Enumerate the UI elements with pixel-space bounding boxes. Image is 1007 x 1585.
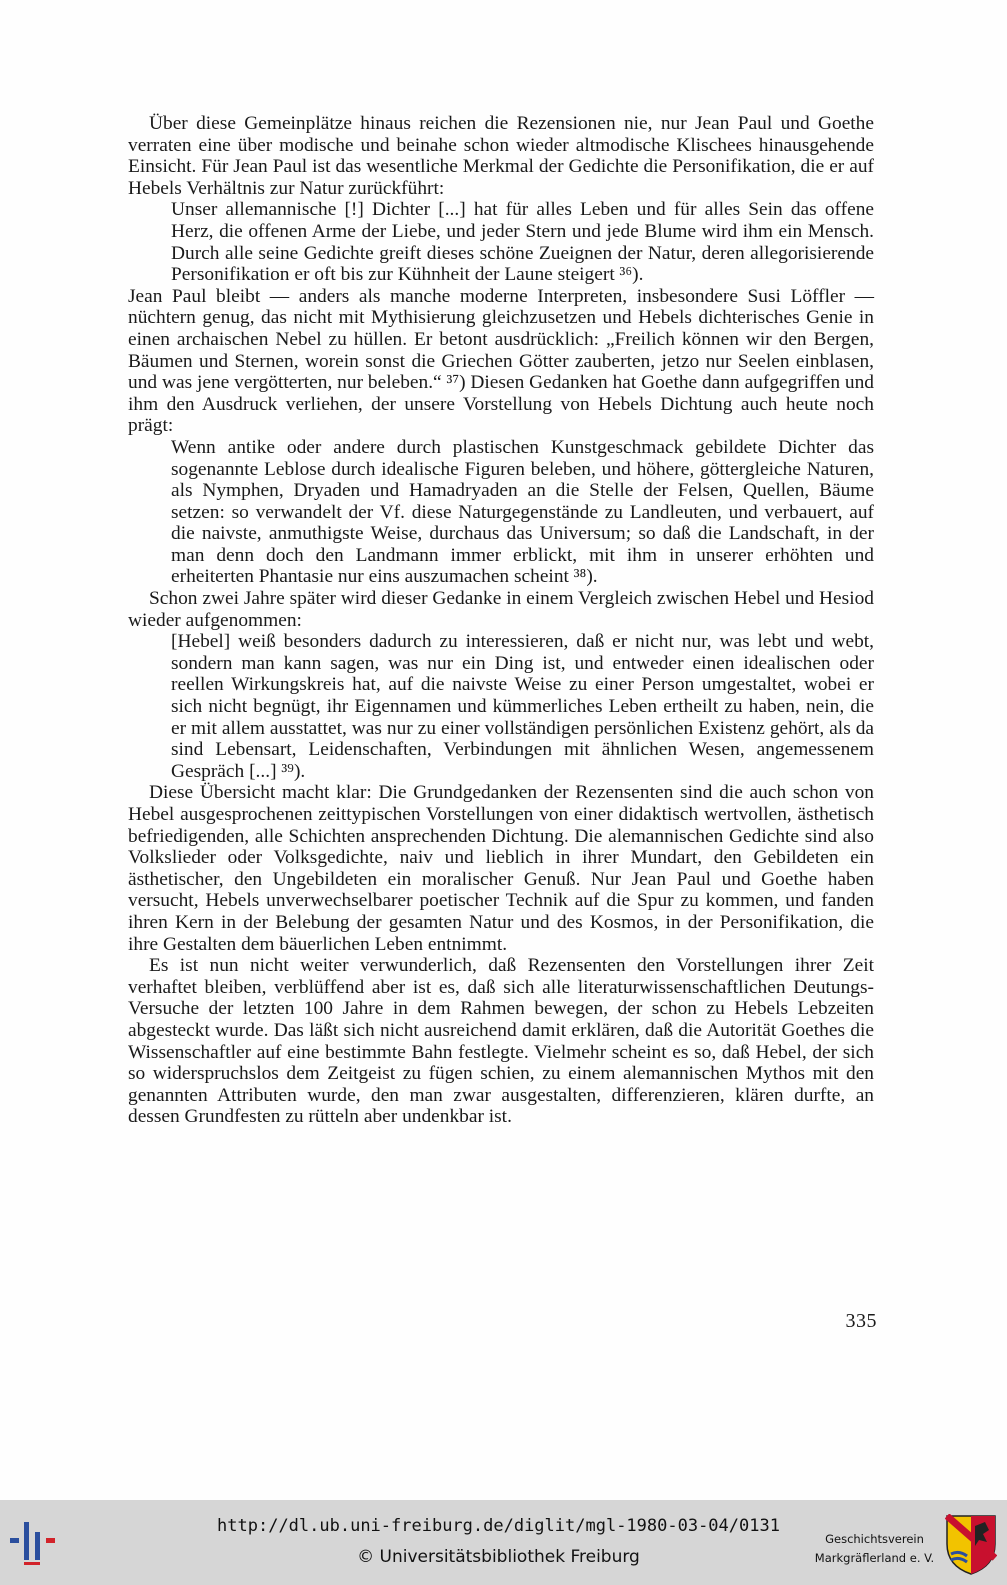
paragraph-3: Schon zwei Jahre später wird dieser Gedanke in einem Vergleich zwischen Hebel und Hesiod wieder aufgenommen: bbox=[128, 588, 874, 631]
block-quote-3: [Hebel] weiß besonders dadurch zu interessieren, daß er nicht nur, was lebt und webt, sondern man kann sagen, was nur ein Ding ist, und entweder einen idealischen oder reellen Wirkungskreis hat, auf die naivste Weise zu einer Person umgestaltet, wobei er sich nicht begnügt, ihr Eigennamen und kümmerliches Leben ertheilt zu haben, nein, die er mit allem ausstattet, was nur zu einer vollständigen persönlichen Existenz gehört, als da sind Lebensart, Leidenschaften, Verbindungen mit ähnlichen Wesen, angemessenem Gespräch [...] ³⁹). bbox=[171, 631, 874, 782]
organization-name bbox=[812, 1530, 937, 1568]
paragraph-4: Diese Übersicht macht klar: Die Grundgedanken der Rezensenten sind die auch schon von Hebel ausgesprochenen zeittypischen Vorstellungen von einer didaktisch wertvollen, ästhetisch befriedigenden, alle Schichten ansprechenden Dichtung. Die alemannischen Gedichte sind also Volkslieder oder Volksgedichte, naiv und lieblich in ihrer Mundart, den Gebildeten ein ästhetischer, den Ungebildeten ein moralischer Genuß. Nur Jean Paul und Goethe haben versucht, Hebels unverwechselbarer poetischer Technik auf die Spur zu kommen, und fanden ihren Kern in der Belebung der gesamten Natur und des Kosmos, in der Personifikation, die ihre Gestalten dem bäuerlichen Leben entnimmt. bbox=[128, 782, 874, 955]
footer-bar bbox=[0, 1500, 1007, 1585]
permalink-url[interactable]: http://dl.ub.uni-freiburg.de/diglit/mgl-1980-03-04/0131 bbox=[217, 1516, 780, 1536]
copyright-notice: © Universitätsbibliothek Freiburg bbox=[357, 1547, 640, 1567]
paragraph-5: Es ist nun nicht weiter verwunderlich, daß Rezensenten den Vorstellungen ihrer Zeit verhaftet bleiben, verblüffend aber ist es, daß sich alle literaturwissenschaftlichen Deutungs-Versuche der letzten 100 Jahre in dem Rahmen bewegen, der schon zu Hebels Lebzeiten abgesteckt wurde. Das läßt sich nicht ausreichend damit erklären, daß die Autorität Goethes die Wissenschaftler auf eine bestimmte Bahn festlegte. Vielmehr scheint es so, daß Hebel, der sich so widerspruchslos dem Zeitgeist zu fügen schien, zu einem alemannischen Mythos mit den genannten Attributen wurde, den man zwar ausgestalten, differenzieren, klären durfte, an dessen Grundfesten zu rütteln aber undenkbar ist. bbox=[128, 955, 874, 1128]
org-line-2: Markgräflerland e. V. bbox=[814, 1551, 935, 1565]
page-number: 335 bbox=[845, 1310, 877, 1332]
body-text bbox=[128, 113, 874, 1128]
block-quote-1: Unser allemannische [!] Dichter [...] hat für alles Leben und für alles Sein das offene Herz, die offenen Arme der Liebe, und jeder Stern und jede Blume wird ihm ein Mensch. Durch alle seine Gedichte greift dieses schöne Zueignen der Natur, deren allegorisierende Personifikation er oft bis zur Kühnheit der Laune steigert ³⁶). bbox=[171, 199, 874, 286]
block-quote-2: Wenn antike oder andere durch plastischen Kunstgeschmack gebildete Dichter das sogenannte Leblose durch idealische Figuren beleben, und höhere, göttergleiche Naturen, als Nymphen, Dryaden und Hamadryaden an die Stelle der Felsen, Quellen, Bäume setzen: so verwandelt der Vf. diese Naturgegenstände zu Landleuten, und verbauert, auf die naivste, anmuthigste Weise, durchaus das Universum; so daß die Landschaft, in der man denn doch den Landmann immer erblickt, mit ihm in unserer erhöhten und erheiterten Phantasie nur eins auszumachen scheint ³⁸). bbox=[171, 436, 874, 588]
paragraph-2: Jean Paul bleibt — anders als manche moderne Interpreten, insbesondere Susi Löffler — nüchtern genug, das nicht mit Mythisierung gleichzusetzen und Hebels dichterisches Genie in einen archaischen Nebel zu hüllen. Er betont ausdrücklich: „Freilich können wir den Bergen, Bäumen und Sternen, worein sonst die Griechen Götter zauberten, jetzo nur Seelen einblasen, und was jene vergötterten, nur beleben.“ ³⁷) Diesen Gedanken hat Goethe dann aufgegriffen und ihm den Ausdruck verliehen, der unsere Vorstellung von Hebels Dichtung auch heute noch prägt: bbox=[128, 285, 874, 437]
coat-of-arms-icon[interactable] bbox=[945, 1514, 997, 1576]
org-line-1: Geschichtsverein bbox=[825, 1532, 924, 1546]
paragraph-1: Über diese Gemeinplätze hinaus reichen die Rezensionen nie, nur Jean Paul und Goethe verraten eine über modische und beinahe schon wieder altmodische Klischees hinausgehende Einsicht. Für Jean Paul ist das wesentliche Merkmal der Gedichte die Personifikation, die er auf Hebels Verhältnis zur Natur zurückführt: bbox=[128, 113, 874, 199]
